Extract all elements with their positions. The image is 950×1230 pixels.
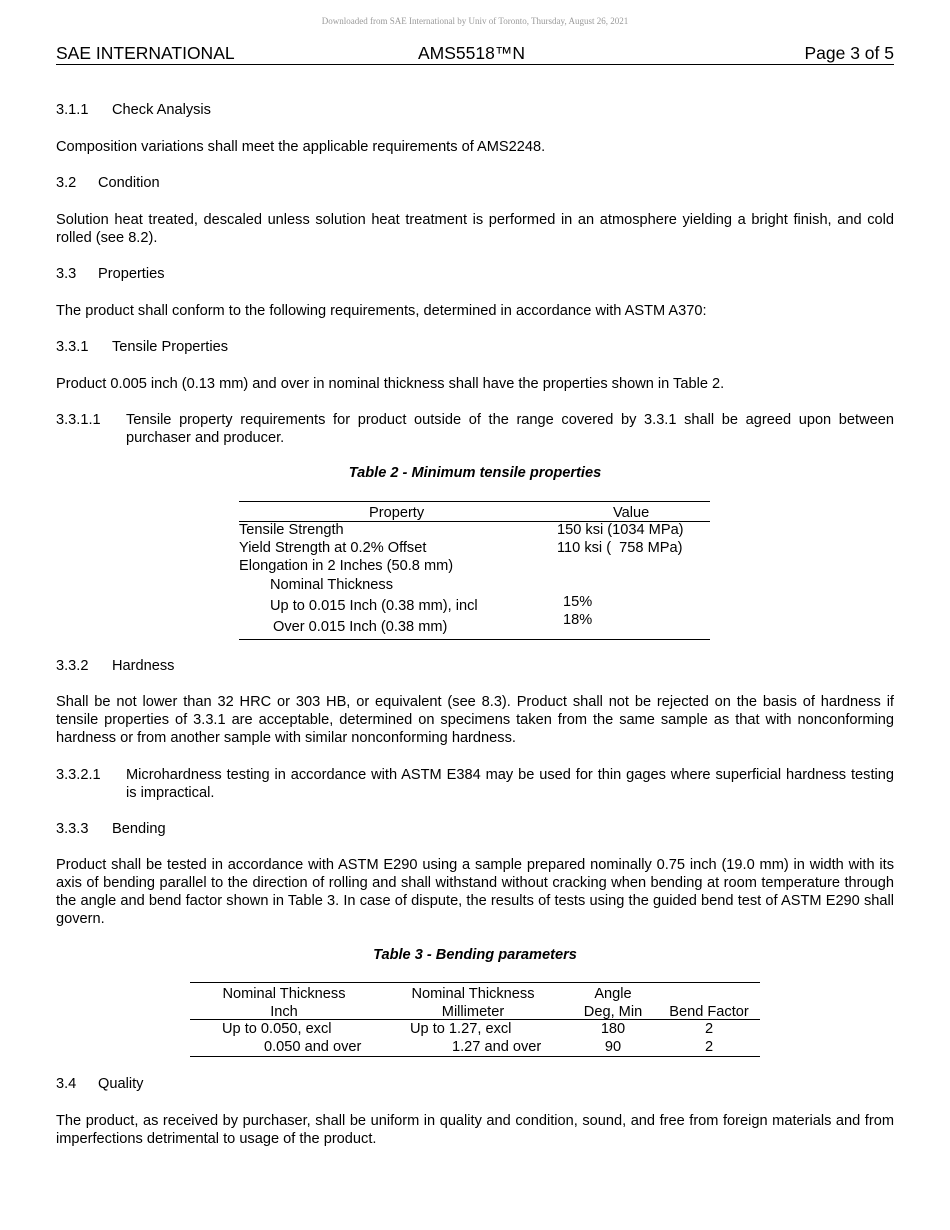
heading-3-1-1 <box>56 101 894 119</box>
section-number: 3.3.3 <box>56 821 89 837</box>
section-number: 3.3.1.1 <box>56 412 101 428</box>
table-cell-mm: 1.27 and over <box>452 1039 542 1055</box>
table-cell-property: Up to 0.015 Inch (0.38 mm), incl <box>270 598 478 614</box>
paragraph-3-3-3: Product shall be tested in accordance with ASTM E290 using a sample prepared nominally 0.75 inch (19.0 mm) in width with its axis of bending parallel to the direction of rolling and shall withstand without cracking when bending at room temperature through the angle and bend factor shown in Table 3. In case of dispute, the results of tests using the guided bend test of ASTM E290 shall govern. <box>56 857 894 927</box>
column-header-angle: Angle <box>594 986 632 1002</box>
table-2 <box>239 501 710 640</box>
table-3 <box>190 982 760 1057</box>
section-body: Tensile property requirements for product outside of the range covered by 3.3.1 shall be agreed upon between purchaser and producer. <box>126 412 894 446</box>
section-title: Quality <box>98 1076 144 1092</box>
table-cell-mm: Up to 1.27, excl <box>410 1021 512 1037</box>
table-header-row <box>239 503 710 522</box>
heading-3-4 <box>56 1075 894 1093</box>
table-cell-property: Over 0.015 Inch (0.38 mm) <box>273 619 448 635</box>
table-cell-property: Nominal Thickness <box>270 577 394 593</box>
section-number: 3.3.2.1 <box>56 767 101 783</box>
section-title: Tensile Properties <box>112 339 228 355</box>
section-title: Bending <box>112 821 166 837</box>
section-body: Microhardness testing in accordance with ASTM E384 may be used for thin gages where superficial hardness testing is impractical. <box>126 767 894 801</box>
column-header-property: Property <box>369 505 425 521</box>
section-number: 3.3 <box>56 266 77 282</box>
column-header-bend-factor: Bend Factor <box>669 1004 749 1020</box>
download-watermark: Downloaded from SAE International by Univ of Toronto, Thursday, August 26, 2021 <box>321 16 629 26</box>
paragraph-3-4: The product, as received by purchaser, shall be uniform in quality and condition, sound, and free from foreign materials and from imperfections detrimental to usage of the product. <box>56 1113 894 1147</box>
table-cell-bend-factor: 2 <box>704 1021 714 1037</box>
section-title: Hardness <box>112 658 175 674</box>
table-3-caption: Table 3 - Bending parameters <box>373 947 577 963</box>
page-header <box>56 43 894 65</box>
column-header-value: Value <box>613 505 650 521</box>
paragraph-3-3: The product shall conform to the following requirements, determined in accordance with ASTM A370: <box>56 303 707 319</box>
column-header-inch: Nominal Thickness <box>222 986 346 1002</box>
paragraph-3-3-1-1 <box>56 411 894 447</box>
section-number: 3.3.1 <box>56 339 89 355</box>
section-number: 3.2 <box>56 175 77 191</box>
table-cell-angle: 180 <box>600 1021 626 1037</box>
section-number: 3.4 <box>56 1076 77 1092</box>
header-org: SAE INTERNATIONAL <box>56 43 235 63</box>
paragraph-3-3-2-1 <box>56 766 894 802</box>
column-header-inch-unit: Inch <box>270 1004 298 1020</box>
section-title: Properties <box>98 266 165 282</box>
heading-3-3 <box>56 265 894 283</box>
table-cell-value: 15% <box>563 594 593 610</box>
column-header-angle-unit: Deg, Min <box>583 1004 643 1020</box>
heading-3-3-3 <box>56 820 894 838</box>
section-title: Condition <box>98 175 160 191</box>
heading-3-3-2 <box>56 657 894 675</box>
table-cell-inch: 0.050 and over <box>264 1039 362 1055</box>
column-header-mm-unit: Millimeter <box>441 1004 505 1020</box>
paragraph-3-1-1: Composition variations shall meet the applicable requirements of AMS2248. <box>56 139 546 155</box>
table-cell-value: 150 ksi (1034 MPa) <box>557 522 684 538</box>
header-page-number: Page 3 of 5 <box>804 43 894 63</box>
column-header-mm: Nominal Thickness <box>411 986 535 1002</box>
table-2-caption: Table 2 - Minimum tensile properties <box>348 465 602 481</box>
table-cell-property: Yield Strength at 0.2% Offset <box>239 540 427 556</box>
table-cell-property: Tensile Strength <box>239 522 344 538</box>
paragraph-3-3-2: Shall be not lower than 32 HRC or 303 HB, or equivalent (see 8.3). Product shall not be rejected on the basis of hardness if tensile properties of 3.3.1 are acceptable, determined on specimens taken from the same sample as that with nonconforming hardness or from another sample with similar nonconforming hardness. <box>56 694 894 746</box>
table-cell-property: Elongation in 2 Inches (50.8 mm) <box>239 558 454 574</box>
header-doc-id: AMS5518™N <box>418 43 525 63</box>
heading-3-3-1 <box>56 338 894 356</box>
table-cell-inch: Up to 0.050, excl <box>222 1021 332 1037</box>
table-cell-bend-factor: 2 <box>704 1039 714 1055</box>
table-cell-value: 110 ksi ( 758 MPa) <box>557 540 683 556</box>
paragraph-3-2: Solution heat treated, descaled unless solution heat treatment is performed in an atmosphere yielding a bright finish, and cold rolled (see 8.2). <box>56 212 894 246</box>
table-cell-value: 18% <box>563 612 593 628</box>
section-number: 3.1.1 <box>56 102 89 118</box>
heading-3-2 <box>56 174 894 192</box>
section-number: 3.3.2 <box>56 658 89 674</box>
table-cell-angle: 90 <box>604 1039 622 1055</box>
paragraph-3-3-1: Product 0.005 inch (0.13 mm) and over in nominal thickness shall have the properties shown in Table 2. <box>56 376 725 392</box>
section-title: Check Analysis <box>112 102 211 118</box>
